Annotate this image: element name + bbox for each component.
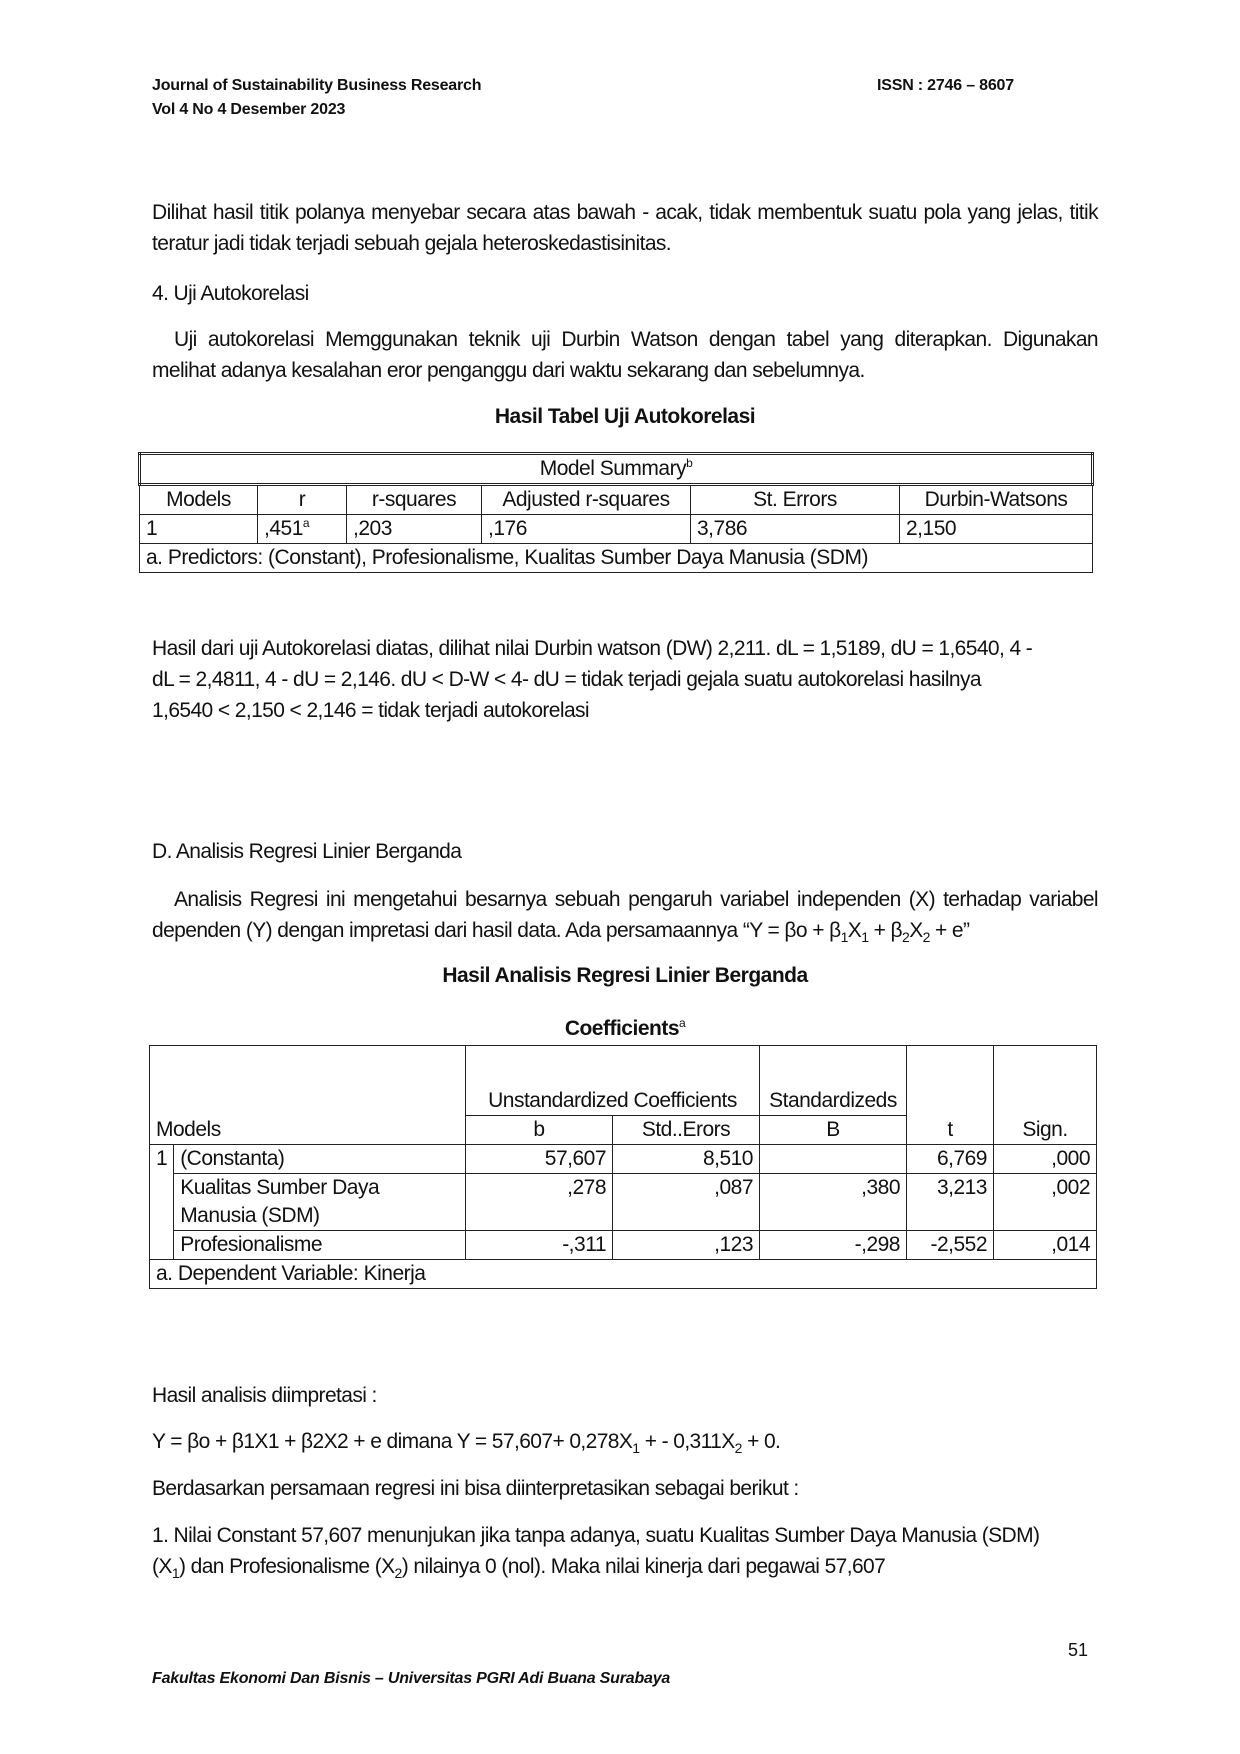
cell-name-line1: Kualitas Sumber Daya — [180, 1176, 380, 1199]
table-row — [150, 1174, 1097, 1231]
cell-t: -2,552 — [907, 1231, 994, 1260]
section-heading-autokorelasi: 4. Uji Autokorelasi — [152, 282, 309, 305]
cell-t: 3,213 — [907, 1174, 994, 1231]
cell-adj-r-squares: ,176 — [482, 515, 691, 544]
col-durbin-watsons: Durbin-Watsons — [900, 485, 1093, 515]
footer-institution: Fakultas Ekonomi Dan Bisnis – Universitas PGRI Adi Buana Surabaya — [152, 1670, 671, 1687]
paragraph-berdasarkan: Berdasarkan persamaan regresi ini bisa diinterpretasikan sebagai berikut : — [152, 1477, 799, 1500]
col-std-errors: Std..Erors — [613, 1116, 760, 1145]
cell-r-squares: ,203 — [347, 515, 482, 544]
table1-caption: Model Summary$^b$ — [140, 454, 1093, 485]
paragraph-autokorelasi-intro: Uji autokorelasi Memggunakan teknik uji Durbin Watson dengan tabel yang diterapkan. Digunakan melihat adanya kesalahan eror penganggu dari waktu sekarang dan sebelumnya. — [152, 328, 1098, 382]
cell-name: Profesionalisme — [174, 1231, 466, 1260]
paragraph-regresi-intro: Analisis Regresi ini mengetahui besarnya sebuah pengaruh variabel independen (X) terhadap variabel dependen (Y) dengan impretasi dari hasil data. Ada persamaannya “$Y = \beta o + \beta_1X_1 + \beta_2X_2 + e$” — [152, 888, 1098, 946]
paragraph-durbin-watson-result — [152, 633, 1098, 726]
cell-b: -,311 — [466, 1231, 613, 1260]
cell-sig: ,002 — [994, 1174, 1097, 1231]
journal-volume: Vol 4 No 4 Desember 2023 — [152, 101, 346, 118]
cell-t: 6,769 — [907, 1145, 994, 1174]
table2-footnote: a. Dependent Variable: Kinerja — [150, 1260, 1097, 1289]
table2-caption: Coefficients$^a$ — [564, 1016, 686, 1040]
col-models: Models — [150, 1046, 466, 1145]
table-row — [150, 1231, 1097, 1260]
cell-model: 1 — [140, 515, 258, 544]
cell-name-line2: Manusia (SDM) — [180, 1204, 320, 1227]
cell-name: (Constanta) — [174, 1145, 466, 1174]
model-summary-table — [138, 452, 1094, 573]
cell-name — [174, 1174, 466, 1231]
cell-beta — [760, 1145, 907, 1174]
group-unstandardized: Unstandardized Coefficients — [466, 1046, 760, 1116]
journal-name: Journal of Sustainability Business Research — [152, 77, 482, 94]
col-beta: B — [760, 1116, 907, 1145]
col-adj-r-squares: Adjusted r-squares — [482, 485, 691, 515]
group-standardized: Standardizeds — [760, 1046, 907, 1116]
constant-line-1: 1. Nilai Constant 57,607 menunjukan jika tanpa adanya, suatu Kualitas Sumber Daya Manusia (SDM) — [152, 1524, 1040, 1547]
col-r-squares: r-squares — [347, 485, 482, 515]
section-heading-regresi: D. Analisis Regresi Linier Berganda — [152, 840, 462, 863]
table-row — [140, 515, 1093, 544]
table1-footnote: a. Predictors: (Constant), Profesionalisme, Kualitas Sumber Daya Manusia (SDM) — [140, 544, 1093, 573]
paragraph-interpretasi: Hasil analisis diimpretasi : — [152, 1384, 377, 1407]
cell-se: ,123 — [613, 1231, 760, 1260]
constant-line-2: $(X_1)$ dan Profesionalisme $(X_2)$ nilainya 0 (nol). Maka nilai kinerja dari pegawai 57,607 — [152, 1555, 886, 1582]
cell-model-no: 1 — [150, 1145, 174, 1260]
col-sign: Sign. — [994, 1046, 1097, 1145]
col-b: b — [466, 1116, 613, 1145]
cell-sig: ,014 — [994, 1231, 1097, 1260]
dw-line-3: 1,6540 < 2,150 < 2,146 = tidak terjadi autokorelasi — [152, 699, 589, 722]
coefficients-table — [149, 1045, 1097, 1289]
paragraph-heteroskedastisitas: Dilihat hasil titik polanya menyebar secara atas bawah - acak, tidak membentuk suatu pola yang jelas, titik teratur jadi tidak terjadi sebuah gejala heteroskedastisinitas. — [152, 201, 1098, 255]
cell-b: ,278 — [466, 1174, 613, 1231]
cell-se: 8,510 — [613, 1145, 760, 1174]
cell-b: 57,607 — [466, 1145, 613, 1174]
paragraph-nilai-constant — [152, 1520, 1098, 1582]
col-st-errors: St. Errors — [691, 485, 900, 515]
table-row — [150, 1145, 1097, 1174]
dw-line-2: dL = 2,4811, 4 - dU = 2,146. dU < D-W < 4- dU = tidak terjadi gejala suatu autokorelasi hasilnya — [152, 668, 981, 691]
cell-beta: ,380 — [760, 1174, 907, 1231]
col-r: r — [258, 485, 347, 515]
col-models: Models — [140, 485, 258, 515]
cell-st-errors: 3,786 — [691, 515, 900, 544]
cell-beta: -,298 — [760, 1231, 907, 1260]
col-t: t — [907, 1046, 994, 1145]
cell-r: ,451$^a$ — [258, 515, 347, 544]
table1-heading: Hasil Tabel Uji Autokorelasi — [494, 405, 756, 428]
regression-equation: Y = βo + β1X1 + β2X2 + e dimana $Y = 57,607+ 0,278X_1$ + - $0,311X_2 + 0$. — [152, 1430, 781, 1457]
table1-header-row — [140, 485, 1093, 515]
cell-se: ,087 — [613, 1174, 760, 1231]
journal-title — [152, 74, 481, 122]
page-number: 51 — [1068, 1640, 1089, 1660]
issn: ISSN : 2746 – 8607 — [877, 77, 1014, 94]
cell-sig: ,000 — [994, 1145, 1097, 1174]
dw-line-1: Hasil dari uji Autokorelasi diatas, dilihat nilai Durbin watson (DW) 2,211. dL = 1,5189, dU = 1,6540, 4 - — [152, 637, 1033, 660]
table2-heading: Hasil Analisis Regresi Linier Berganda — [442, 964, 808, 987]
cell-durbin-watsons: 2,150 — [900, 515, 1093, 544]
